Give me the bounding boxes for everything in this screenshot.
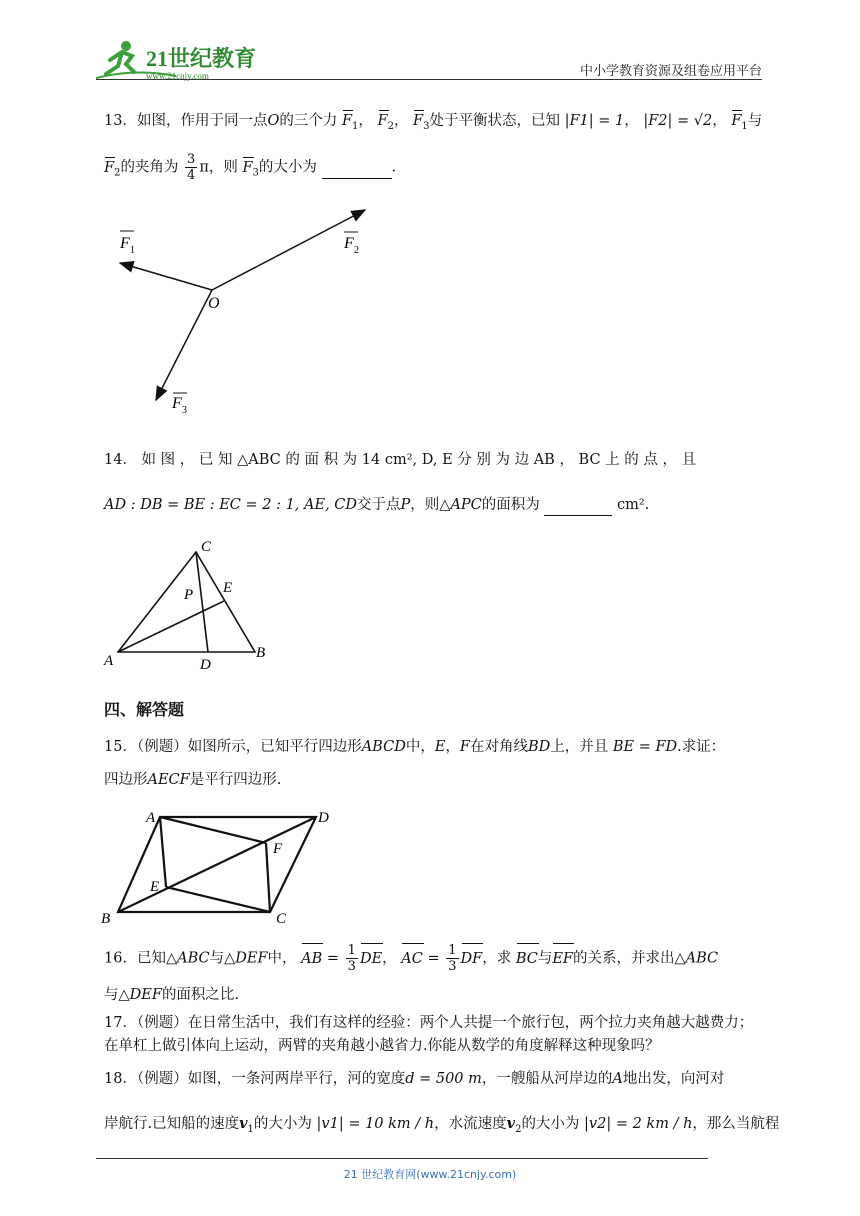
answer-blank bbox=[544, 495, 612, 516]
point-o-label: O bbox=[208, 295, 220, 312]
q15-line1: 15．（例题）如图所示，已知平行四边形ABCD中，E，F在对角线BD上，并且 BE = FD.求证： bbox=[104, 739, 726, 755]
svg-text:F: F bbox=[120, 235, 130, 252]
force-vector-f3 bbox=[156, 290, 212, 400]
fraction-1-3: $\frac{1}{3}$ bbox=[347, 943, 356, 974]
svg-text:1: 1 bbox=[130, 245, 135, 256]
point-b-label: B bbox=[101, 911, 111, 927]
point-e-label: E bbox=[223, 580, 233, 596]
point-f-label: F bbox=[273, 841, 283, 857]
triangle-diagram bbox=[100, 535, 280, 675]
q15-line2: 四边形AECF是平行四边形. bbox=[104, 772, 282, 788]
point-b-label: B bbox=[256, 645, 266, 661]
site-logo bbox=[96, 38, 271, 84]
point-e-label: E bbox=[150, 879, 160, 895]
logo-runner-icon bbox=[96, 38, 271, 84]
section-heading: 四、解答题 bbox=[104, 700, 185, 719]
parallelogram-diagram bbox=[98, 805, 348, 927]
q13-line1: 13．如图，作用于同一点O的三个力 $F_1$， $F_2$， $F_3$处于平衡状态，已知 |F1| = 1， |F2| = √2， $F_1$与 bbox=[104, 113, 763, 132]
point-a-label: A bbox=[146, 810, 156, 826]
header-divider bbox=[96, 79, 762, 80]
point-p-label: P bbox=[184, 587, 194, 603]
q18-line2: 岸航行.已知船的速度$v_1$的大小为 |v1| = 10 km / h，水流速度$v_2$的大小为 |v2| = 2 km / h，那么当航程 bbox=[104, 1115, 780, 1135]
point-c-label: C bbox=[276, 911, 287, 927]
force-vector-f2 bbox=[212, 210, 365, 290]
fraction-1-3: $\frac{1}{3}$ bbox=[448, 943, 457, 974]
logo-url: www.21cnjy.com bbox=[146, 71, 209, 81]
q14-line2: AD : DB = BE : EC = 2 : 1, AE, CD交于点P，则△APC的面积为 cm². bbox=[104, 495, 649, 516]
svg-text:F: F bbox=[172, 395, 182, 412]
q14-line1: 14． 如 图 ， 已 知 △ABC 的 面 积 为 14 cm², D, E 分 别 为 边 AB ， BC 上 的 点 ， 且 bbox=[104, 452, 697, 468]
answer-blank bbox=[322, 158, 392, 179]
point-a-label: A bbox=[104, 653, 114, 669]
f2-label bbox=[343, 232, 359, 256]
force-vector-f1 bbox=[120, 263, 212, 290]
point-d-label: D bbox=[200, 657, 211, 673]
q17-line1: 17．（例题）在日常生活中，我们有这样的经验：两个人共提一个旅行包，两个拉力夹角越大越费力； bbox=[104, 1015, 754, 1031]
header-platform-text: 中小学教育资源及组卷应用平台 bbox=[579, 64, 762, 79]
q18-line1: 18．（例题）如图，一条河两岸平行，河的宽度d = 500 m，一艘船从河岸边的A地出发，向河对 bbox=[104, 1071, 725, 1087]
q16-line2: 与△DEF的面积之比. bbox=[104, 987, 240, 1003]
fraction-3-4: $\frac{3}{4}$ bbox=[187, 152, 196, 183]
q16-line1: 16．已知△ABC与△DEF中， AB = $\frac{1}{3}$ DE， AC = $\frac{1}{3}$ DF，求 BC与EF的关系，并求出△ABC bbox=[104, 943, 719, 974]
q17-line2: 在单杠上做引体向上运动，两臂的夹角越小越省力.你能从数学的角度解释这种现象吗？ bbox=[104, 1038, 660, 1054]
footer-link[interactable]: 21 世纪教育网(www.21cnjy.com) bbox=[343, 1168, 517, 1181]
point-d-label: D bbox=[318, 810, 329, 826]
svg-text:F: F bbox=[344, 235, 354, 252]
logo-text: 21世纪教育 bbox=[146, 46, 257, 71]
point-c-label: C bbox=[201, 539, 212, 555]
force-diagram bbox=[100, 200, 390, 420]
f3-label bbox=[171, 393, 187, 416]
q13-line2: $F_2$的夹角为 $\frac{3}{4}$ π，则 $F_3$的大小为 . bbox=[104, 152, 397, 183]
footer-divider bbox=[96, 1158, 708, 1159]
svg-text:3: 3 bbox=[182, 405, 187, 416]
svg-text:2: 2 bbox=[354, 245, 359, 256]
f1-label bbox=[119, 231, 135, 256]
